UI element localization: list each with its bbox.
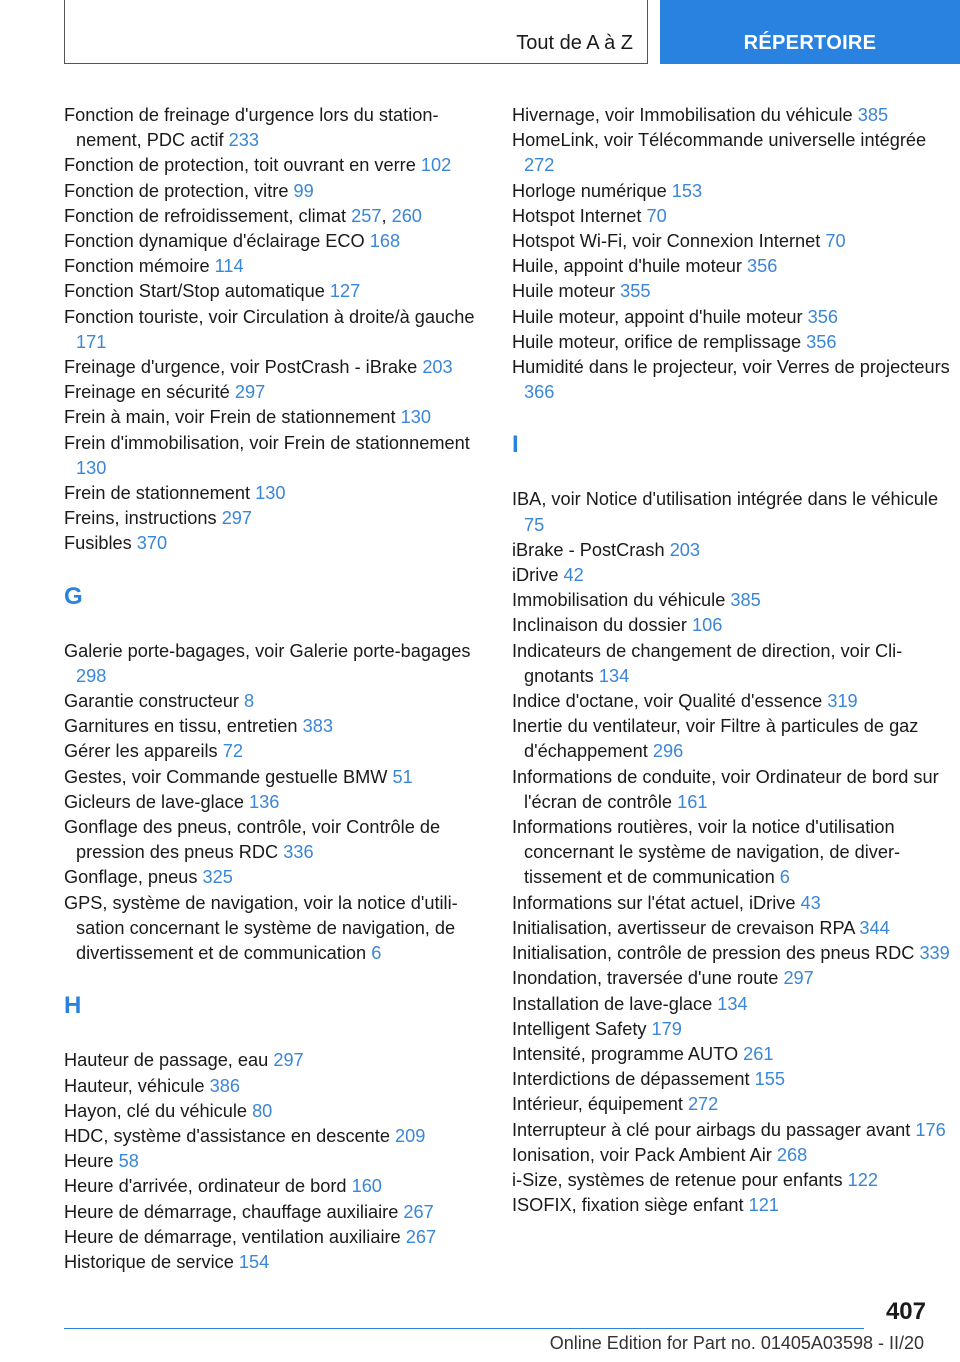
index-entry [64,714,484,739]
index-entry-text: Fonction Start/Stop automatique [64,281,325,302]
index-entry [64,481,484,506]
index-entry-text: Garnitures en tissu, entretien [64,716,298,737]
index-entry-text: Informations routières, voir la notice d'utilisation concernant le système de navigation, de divertissement et de communication [512,817,901,888]
index-entry-text: Hivernage, voir Immobilisation du véhicule [512,105,853,125]
page-reference-link[interactable]: 386 [209,1075,240,1096]
index-entry-text: Frein d'immobilisation, voir Frein de stationnement [64,432,470,453]
page-reference-link[interactable]: 209 [395,1125,426,1146]
index-entry [64,279,484,304]
page-reference-link[interactable]: 325 [202,867,233,888]
index-entry [64,790,484,815]
section-letter: I [512,431,519,459]
index-entry-text: Fonction de protection, vitre [64,180,289,201]
page-reference-link[interactable]: 383 [302,716,333,737]
page-reference-link[interactable]: 106 [691,615,723,636]
page-reference-link[interactable]: 297 [234,382,266,403]
index-entry [512,204,952,229]
page-reference-link[interactable]: 272 [524,155,555,176]
page-reference-link[interactable]: 298 [76,665,107,686]
page-reference-link[interactable]: 356 [807,306,839,327]
index-entry [64,1149,484,1174]
index-entry [512,891,952,916]
index-entry [512,714,952,764]
index-entry [512,103,952,128]
index-entry [512,279,952,304]
index-entry-text: Interdictions de dépassement [512,1069,750,1090]
page-reference-link[interactable]: 356 [806,331,837,352]
index-entry [64,1225,484,1250]
page-reference-link[interactable]: 102 [420,155,452,176]
page-reference-link[interactable]: 130 [255,483,286,504]
index-entry [512,639,952,689]
index-entry [512,588,952,613]
page-reference-link[interactable]: 203 [422,357,453,378]
index-entry-text: Fonction dynamique d'éclairage ECO [64,231,365,252]
index-entry-text: Historique de service [64,1251,234,1272]
page-reference-link[interactable]: 336 [283,842,314,863]
index-entry-text: Huile, appoint d'huile moteur [512,256,742,277]
tab-tout-de-a-a-z[interactable]: Tout de A à Z [64,0,648,64]
page-reference-link[interactable]: 319 [827,691,858,712]
index-entry-text: Huile moteur, appoint d'huile moteur [512,306,803,327]
index-entry [512,563,952,588]
index-entry-text: Indicateurs de changement de direction, voir Clignotants [512,640,903,686]
page-reference-link[interactable]: 58 [118,1151,139,1172]
index-entry [512,229,952,254]
page-reference-link[interactable]: 171 [76,331,107,352]
section-letter: H [64,992,82,1020]
index-entry [512,254,952,279]
page-reference-link[interactable]: 70 [646,205,667,226]
index-entry-text: Heure d'arrivée, ordinateur de bord [64,1176,347,1197]
page-reference-link[interactable]: 99 [293,180,314,201]
index-entry [64,1174,484,1199]
index-entry [64,305,484,355]
index-entry [64,103,484,153]
index-entry [64,815,484,865]
index-entry-text: ISOFIX, fixation siège enfant [512,1195,744,1216]
index-entry-text: Freinage d'urgence, voir PostCrash - iBrake [64,357,418,378]
page-reference-link[interactable]: 257 [351,205,382,226]
index-entry [512,1017,952,1042]
index-entry-text: Heure [64,1151,114,1172]
page-reference-link[interactable]: 121 [748,1195,779,1216]
page-reference-link[interactable]: 233 [228,130,259,151]
index-entry [64,739,484,764]
index-entry-text: Interrupteur à clé pour airbags du passager avant [512,1119,911,1140]
index-entry [64,431,484,481]
index-entry-text: Fonction de protection, toit ouvrant en verre [64,155,416,176]
page-reference-link[interactable]: 355 [620,281,651,302]
index-entry [512,1168,952,1193]
index-entry-text: Freins, instructions [64,508,217,529]
index-entry [64,380,484,405]
index-column-left [64,103,484,1275]
index-entry-text: Intérieur, équipement [512,1094,683,1115]
page-reference-link[interactable]: 42 [563,565,584,586]
index-entry-text: Inondation, traversée d'une route [512,968,779,989]
page-reference-link[interactable]: 176 [915,1119,946,1140]
page-reference-link[interactable]: 272 [687,1094,719,1115]
index-entry [64,229,484,254]
index-entry [512,128,952,178]
index-entry-text: Installation de lave-glace [512,993,713,1014]
index-entry-text: Hauteur, véhicule [64,1075,205,1096]
footer-divider [64,1328,864,1329]
page-reference-link[interactable]: 370 [136,533,168,554]
index-entry-text: Hotspot Wi-Fi, voir Connexion Internet [512,231,821,252]
index-entry-text: iBrake - PostCrash [512,539,665,560]
index-entry [64,1099,484,1124]
index-entry-text: iDrive [512,565,559,586]
page-number: 407 [885,1298,926,1325]
page-reference-link[interactable]: 344 [859,917,890,938]
index-entry-text: GPS, système de navigation, voir la notice d'utilisation concernant le système de navigation, de divertissement et de communication [64,892,458,964]
index-entry-text: Fusibles [64,533,132,554]
index-entry-text: Gonflage, pneus [64,867,198,888]
index-entry [64,1124,484,1149]
index-entry [512,1118,952,1143]
index-entry-text: Gonflage des pneus, contrôle, voir Contrôle de pression des pneus RDC [64,817,441,863]
index-entry-text: Garantie constructeur [64,691,239,712]
page-reference-link[interactable]: 297 [221,508,253,529]
index-entry [64,1200,484,1225]
page-reference-link[interactable]: 155 [754,1069,786,1090]
index-entry [512,1042,952,1067]
page-reference-link[interactable]: 297 [273,1050,304,1071]
index-entry [512,765,952,815]
index-entry-text: Heure de démarrage, ventilation auxiliaire [64,1226,401,1247]
index-entry-text: IBA, voir Notice d'utilisation intégrée dans le véhicule [512,489,939,510]
index-entry [64,179,484,204]
page-reference-link[interactable]: 356 [747,256,778,277]
index-entry-text: Gicleurs de lave-glace [64,791,244,812]
index-entry [512,487,952,537]
page-reference-link[interactable]: 160 [351,1176,382,1197]
page-reference-link[interactable]: 268 [776,1144,808,1165]
footer-edition-text: Online Edition for Part no. 01405A03598 - II/20 [549,1333,924,1353]
index-entry-text: Huile moteur, orifice de remplissage [512,331,802,352]
page-reference-link[interactable]: 134 [717,993,748,1014]
tab-repertoire[interactable]: RÉPERTOIRE [660,0,960,64]
page-reference-link[interactable]: 75 [524,514,545,535]
index-entry [64,506,484,531]
index-entry [64,865,484,890]
index-column-right [512,103,952,1218]
index-entry [512,1092,952,1117]
index-entry-text: HDC, système d'assistance en descente [64,1125,390,1146]
index-entry-text: Hotspot Internet [512,205,642,226]
index-entry-text: Freinage en sécurité [64,382,230,403]
index-entry [64,1048,484,1073]
page-reference-link[interactable]: 80 [252,1100,273,1121]
index-entry [64,639,484,689]
index-entry-text: Informations de conduite, voir Ordinateur de bord sur l'écran de contrôle [512,766,939,812]
page-reference-link[interactable]: 114 [214,256,244,277]
index-entry-text: Intelligent Safety [512,1018,647,1039]
index-entry-text: Gérer les appareils [64,741,218,762]
index-entry [512,1067,952,1092]
index-entry [512,916,952,941]
page-reference-link[interactable]: 267 [403,1201,434,1222]
page-reference-link[interactable]: 130 [400,407,431,428]
index-entry-text: Initialisation, avertisseur de crevaison RPA [512,917,855,938]
index-entry-text: i-Size, systèmes de retenue pour enfants [512,1169,843,1190]
page-reference-link[interactable]: 43 [800,892,821,913]
index-entry-text: Immobilisation du véhicule [512,590,726,611]
page-reference-link[interactable]: 297 [783,968,814,989]
index-entry [64,689,484,714]
index-entry [64,531,484,556]
page-reference-link[interactable]: 6 [371,943,382,964]
index-entry [512,1193,952,1218]
index-entry [512,538,952,563]
page-reference-link[interactable]: 6 [779,867,790,888]
page-reference-link[interactable]: 134 [598,665,630,686]
index-entry-text: Frein de stationnement [64,483,251,504]
page-reference-link[interactable]: 168 [369,231,401,252]
page-reference-link[interactable]: 136 [249,791,280,812]
page-reference-link[interactable]: 179 [651,1018,682,1039]
page-reference-link[interactable]: 261 [743,1043,774,1064]
index-entry [512,992,952,1017]
index-entry [64,1250,484,1275]
index-entry [64,153,484,178]
page-reference-link[interactable]: 127 [329,281,361,302]
index-entry-text: Galerie porte-bagages, voir Galerie porte-bagages [64,640,471,661]
index-entry-text: Ionisation, voir Pack Ambient Air [512,1144,772,1165]
index-entry-text: HomeLink, voir Télécommande universelle intégrée [512,130,927,151]
index-entry-text: Intensité, programme AUTO [512,1043,739,1064]
page-header [0,0,960,64]
index-entry [64,355,484,380]
page-reference-link[interactable]: 8 [243,691,255,712]
index-entry: Fonction de refroidissement, climat 257, 260 [64,205,422,226]
index-entry [64,891,484,967]
index-entry-text: Horloge numérique [512,180,667,201]
index-entry [512,179,952,204]
index-entry [512,966,952,991]
index-entry-text: Fonction de freinage d'urgence lors du stationnement, PDC actif [64,105,439,151]
index-entry-text: Fonction de refroidissement, climat [64,205,347,226]
index-entry-text: Inclinaison du dossier [512,615,687,636]
index-entry-text: Fonction touriste, voir Circulation à droite/à gauche [64,306,475,327]
index-entry-text: Frein à main, voir Frein de stationnement [64,407,396,428]
page-reference-link[interactable]: 72 [222,741,243,762]
page-reference-link[interactable]: 154 [238,1251,270,1272]
index-entry-text: Indice d'octane, voir Qualité d'essence [512,691,823,712]
page-reference-link[interactable]: 161 [677,791,708,812]
page-reference-link[interactable]: 385 [857,105,889,125]
index-entry-text: Initialisation, contrôle de pression des pneus RDC [512,943,915,964]
page-reference-link[interactable]: 385 [730,590,761,611]
page-reference-link[interactable]: 153 [671,180,703,201]
page-reference-link[interactable]: 51 [392,766,413,787]
page-reference-link[interactable]: 366 [524,382,555,403]
index-entry-text: Informations sur l'état actuel, iDrive [512,892,796,913]
index-entry [64,765,484,790]
index-entry [64,254,484,279]
index-entry [512,305,952,330]
index-entry [512,355,952,405]
index-entry-text: Heure de démarrage, chauffage auxiliaire [64,1201,399,1222]
index-entry [512,941,952,966]
index-entry [512,613,952,638]
index-entry [512,1143,952,1168]
index-entry-text: Inertie du ventilateur, voir Filtre à particules de gaz d'échappement [512,716,919,762]
index-entry-text: Fonction mémoire [64,256,210,277]
index-entry [512,689,952,714]
index-entry [512,815,952,891]
page-reference-link[interactable]: 339 [919,943,950,964]
page-reference-link[interactable]: 267 [405,1226,437,1247]
index-entry [64,405,484,430]
index-entry [64,1074,484,1099]
index-entry-text: Hayon, clé du véhicule [64,1100,247,1121]
page-reference-link[interactable]: 203 [669,539,701,560]
page-reference-link[interactable]: 70 [825,231,846,252]
index-entry [512,330,952,355]
page-reference-link[interactable]: 130 [76,457,107,478]
index-entry-text: Gestes, voir Commande gestuelle BMW [64,766,388,787]
index-entry-text: Hauteur de passage, eau [64,1050,269,1071]
index-entry-text: Humidité dans le projecteur, voir Verres de projecteurs [512,357,950,378]
page-reference-link[interactable]: 260 [391,205,422,226]
section-letter: G [64,582,83,610]
page-reference-link[interactable]: 122 [847,1169,879,1190]
index-entry-text: Huile moteur [512,281,616,302]
page-reference-link[interactable]: 296 [652,741,684,762]
